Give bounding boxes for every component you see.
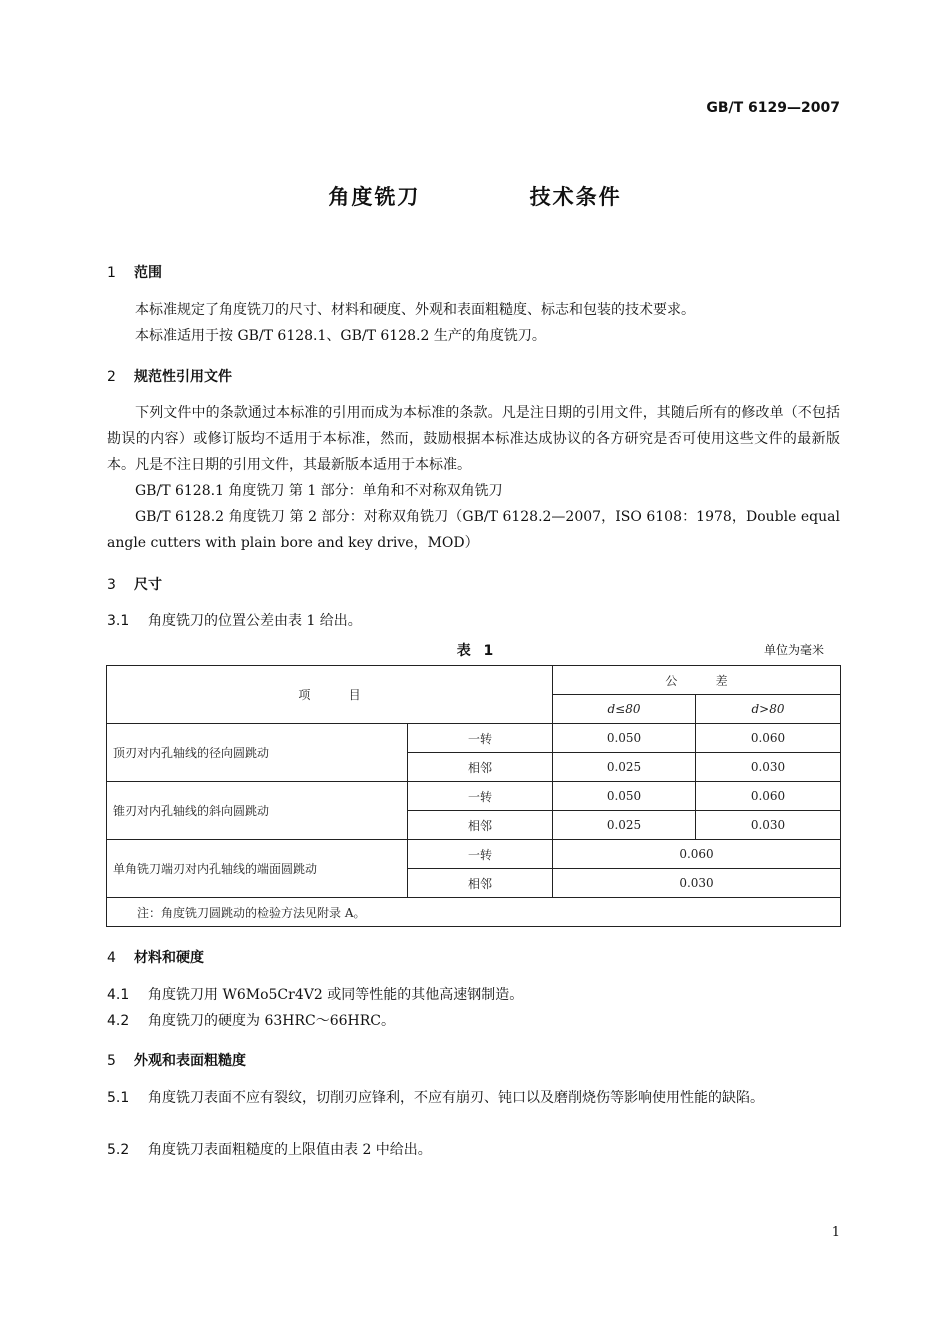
section-number: 2 bbox=[107, 369, 116, 385]
cell-value: 0.060 bbox=[696, 724, 841, 753]
row-subitem: 相邻 bbox=[408, 869, 553, 898]
section-title: 范围 bbox=[134, 265, 162, 281]
cell-value: 0.060 bbox=[553, 840, 841, 869]
clause-5-1 bbox=[107, 1085, 840, 1111]
table-row bbox=[107, 782, 841, 811]
section-title: 外观和表面粗糙度 bbox=[134, 1053, 246, 1069]
section-number: 3 bbox=[107, 577, 116, 593]
clause-4-1 bbox=[107, 982, 523, 1008]
clause-text: 角度铣刀的位置公差由表 1 给出。 bbox=[148, 613, 362, 629]
section-number: 4 bbox=[107, 950, 116, 966]
clause-3-1 bbox=[107, 608, 362, 634]
page-number: 1 bbox=[831, 1225, 840, 1240]
row-subitem: 一转 bbox=[408, 782, 553, 811]
row-subitem: 一转 bbox=[408, 724, 553, 753]
reference-text: GB/T 6128.2 角度铣刀 第 2 部分：对称双角铣刀（GB/T 6128.2—2007，ISO 6108：1978，Double equal angle cutters with plain bore and key drive，MOD） bbox=[107, 509, 840, 551]
cell-value: 0.030 bbox=[553, 869, 841, 898]
clause-text: 角度铣刀用 W6Mo5Cr4V2 或同等性能的其他高速钢制造。 bbox=[148, 987, 524, 1003]
table-note: 注：角度铣刀圆跳动的检验方法见附录 A。 bbox=[107, 898, 841, 927]
clause-number: 4.2 bbox=[107, 1013, 130, 1029]
cell-value: 0.030 bbox=[696, 811, 841, 840]
table-row bbox=[107, 840, 841, 869]
section-title: 规范性引用文件 bbox=[134, 369, 232, 385]
section-number: 5 bbox=[107, 1053, 116, 1069]
paragraph-text: 下列文件中的条款通过本标准的引用而成为本标准的条款。凡是注日期的引用文件，其随后所有的修改单（不包括勘误的内容）或修订版均不适用于本标准，然而，鼓励根据本标准达成协议的各方研究是否可使用这些文件的最新版本。凡是不注日期的引用文件，其最新版本适用于本标准。 bbox=[107, 405, 840, 473]
section-3-heading bbox=[107, 574, 162, 594]
section-1-heading bbox=[107, 262, 162, 282]
clause-4-2 bbox=[107, 1008, 395, 1034]
tolerance-table bbox=[106, 665, 841, 927]
cell-value: 0.050 bbox=[553, 782, 696, 811]
header-tolerance: 公 差 bbox=[553, 666, 841, 695]
table-header-row bbox=[107, 666, 841, 695]
row-subitem: 相邻 bbox=[408, 753, 553, 782]
cell-value: 0.025 bbox=[553, 811, 696, 840]
row-item: 锥刃对内孔轴线的斜向圆跳动 bbox=[107, 782, 408, 840]
section-title: 尺寸 bbox=[134, 577, 162, 593]
paragraph bbox=[107, 400, 840, 478]
row-subitem: 一转 bbox=[408, 840, 553, 869]
section-title: 材料和硬度 bbox=[134, 950, 204, 966]
table-unit: 单位为毫米 bbox=[763, 643, 824, 657]
clause-5-2 bbox=[107, 1137, 432, 1163]
header-d-large: d>80 bbox=[696, 695, 841, 724]
clause-number: 3.1 bbox=[107, 613, 130, 629]
section-5-heading bbox=[107, 1050, 246, 1070]
clause-number: 5.2 bbox=[107, 1142, 130, 1158]
header-item: 项 目 bbox=[107, 666, 553, 724]
clause-number: 5.1 bbox=[107, 1090, 130, 1106]
section-number: 1 bbox=[107, 265, 116, 281]
clause-text: 角度铣刀的硬度为 63HRC～66HRC。 bbox=[148, 1013, 396, 1029]
section-2-heading bbox=[107, 366, 232, 386]
cell-value: 0.050 bbox=[553, 724, 696, 753]
reference-item bbox=[107, 478, 840, 504]
table-note-row bbox=[107, 898, 841, 927]
standard-code: GB/T 6129—2007 bbox=[706, 100, 840, 116]
clause-number: 4.1 bbox=[107, 987, 130, 1003]
paragraph: 本标准适用于按 GB/T 6128.1、GB/T 6128.2 生产的角度铣刀。 bbox=[135, 328, 546, 344]
clause-text: 角度铣刀表面不应有裂纹，切削刃应锋利，不应有崩刃、钝口以及磨削烧伤等影响使用性能的缺陷。 bbox=[148, 1090, 764, 1106]
paragraph: 本标准规定了角度铣刀的尺寸、材料和硬度、外观和表面粗糙度、标志和包装的技术要求。 bbox=[135, 302, 695, 318]
cell-value: 0.060 bbox=[696, 782, 841, 811]
section-4-heading bbox=[107, 947, 204, 967]
row-item: 单角铣刀端刃对内孔轴线的端面圆跳动 bbox=[107, 840, 408, 898]
header-d-small: d≤80 bbox=[553, 695, 696, 724]
row-item: 顶刃对内孔轴线的径向圆跳动 bbox=[107, 724, 408, 782]
row-subitem: 相邻 bbox=[408, 811, 553, 840]
reference-text: GB/T 6128.1 角度铣刀 第 1 部分：单角和不对称双角铣刀 bbox=[135, 483, 503, 499]
clause-text: 角度铣刀表面粗糙度的上限值由表 2 中给出。 bbox=[148, 1142, 432, 1158]
table-row bbox=[107, 724, 841, 753]
reference-item bbox=[107, 504, 840, 556]
cell-value: 0.025 bbox=[553, 753, 696, 782]
document-title: 角度铣刀 技术条件 bbox=[328, 185, 622, 209]
cell-value: 0.030 bbox=[696, 753, 841, 782]
table-caption: 表 1 bbox=[456, 643, 494, 659]
